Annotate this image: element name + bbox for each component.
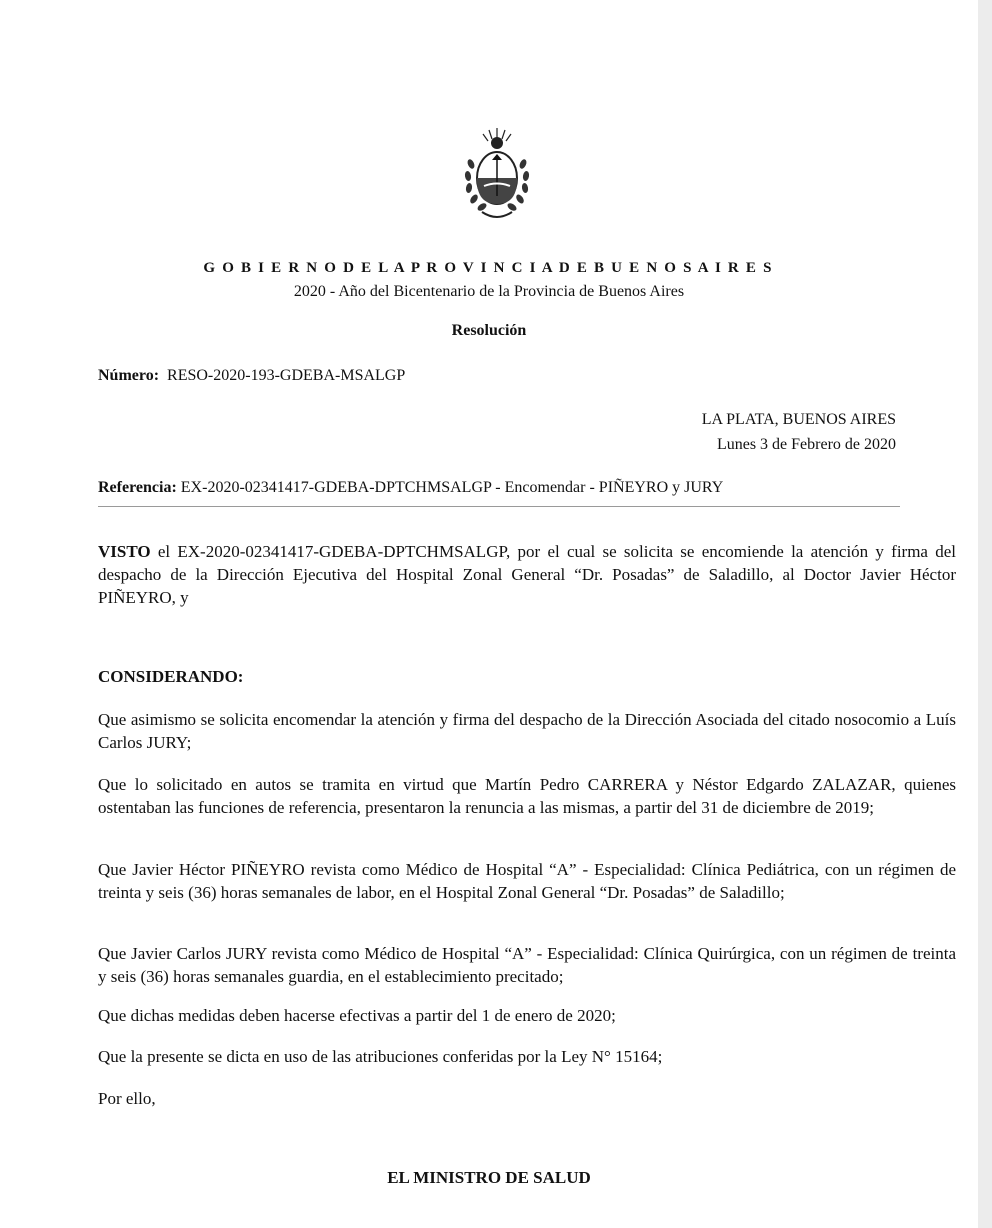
header-divider xyxy=(98,506,900,507)
reference-line xyxy=(98,479,723,497)
year-motto: 2020 - Año del Bicentenario de la Provincia de Buenos Aires xyxy=(293,283,685,300)
resolution-number xyxy=(98,367,405,385)
date-line: Lunes 3 de Febrero de 2020 xyxy=(716,436,896,453)
minister-heading: EL MINISTRO DE SALUD xyxy=(387,1168,591,1187)
document-type-title: Resolución xyxy=(451,322,527,339)
considerando-paragraph: Que lo solicitado en autos se tramita en virtud que Martín Pedro CARRERA y Néstor Edgardo ZALAZAR, quienes ostentaban las funciones de referencia, presentaron la renuncia a las mismas, a partir del 31 de diciembre de 2019; xyxy=(98,775,956,817)
number-value: RESO-2020-193-GDEBA-MSALGP xyxy=(167,367,406,384)
government-header: G O B I E R N O D E L A P R O V I N C I A D E B U E N O S A I R E S xyxy=(203,260,775,276)
visto-paragraph xyxy=(98,540,956,609)
coat-of-arms-icon xyxy=(458,126,536,224)
reference-label: Referencia: xyxy=(98,479,177,496)
considerando-paragraph: Que Javier Héctor PIÑEYRO revista como Médico de Hospital “A” - Especialidad: Clínica Pediátrica, con un régimen de treinta y seis (36) horas semanales de labor, en el Hospital Zonal General “Dr. Posadas” de Saladillo; xyxy=(98,860,956,902)
visto-label: VISTO xyxy=(98,542,151,561)
considerando-heading: CONSIDERANDO: xyxy=(98,667,244,686)
reference-value: EX-2020-02341417-GDEBA-DPTCHMSALGP - Encomendar - PIÑEYRO y JURY xyxy=(180,479,724,496)
visto-text: el EX-2020-02341417-GDEBA-DPTCHMSALGP, por el cual se solicita se encomiende la atención y firma del despacho de la Dirección Ejecutiva del Hospital Zonal General “Dr. Posadas” de Saladillo, al Doctor Javier Héctor PIÑEYRO, y xyxy=(98,542,956,607)
considerando-paragraph: Que dichas medidas deben hacerse efectivas a partir del 1 de enero de 2020; xyxy=(98,1006,616,1025)
considerando-paragraph: Que Javier Carlos JURY revista como Médico de Hospital “A” - Especialidad: Clínica Quirúrgica, con un régimen de treinta y seis (36) horas semanales guardia, en el establecimiento precitado; xyxy=(98,944,956,986)
considerando-paragraph: Que asimismo se solicita encomendar la atención y firma del despacho de la Dirección Asociada del citado nosocomio a Luís Carlos JURY; xyxy=(98,710,956,752)
por-ello-line: Por ello, xyxy=(98,1089,156,1108)
city-line: LA PLATA, BUENOS AIRES xyxy=(701,411,896,428)
number-label: Número: xyxy=(98,367,160,384)
considerando-paragraph: Que la presente se dicta en uso de las atribuciones conferidas por la Ley N° 15164; xyxy=(98,1047,663,1066)
